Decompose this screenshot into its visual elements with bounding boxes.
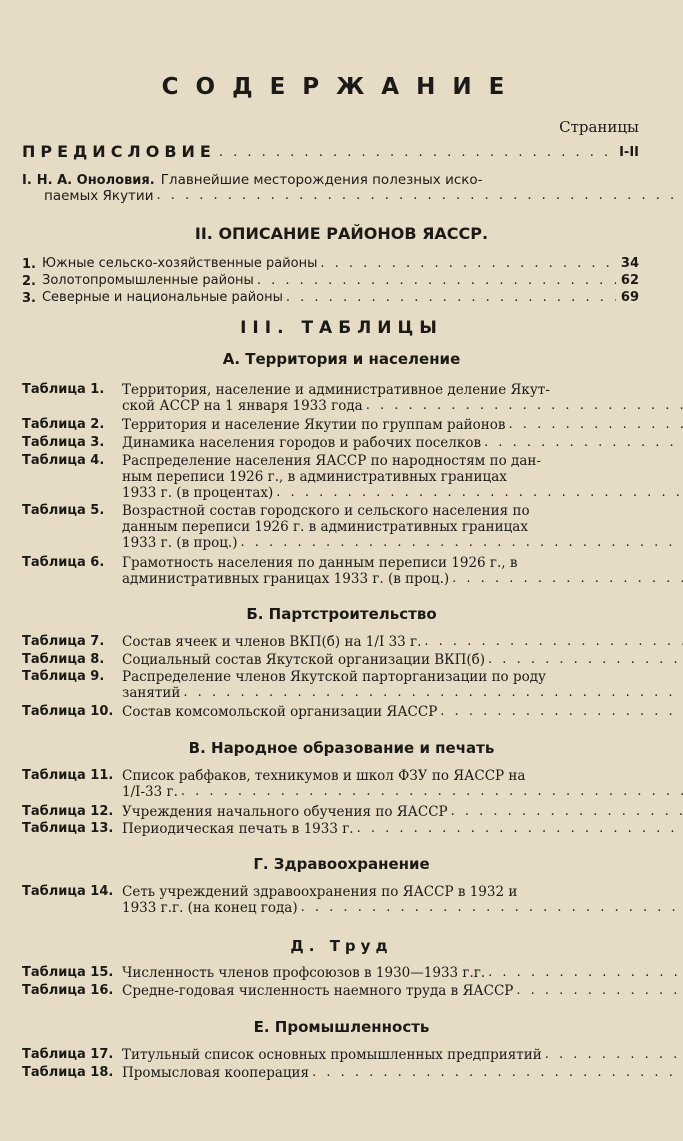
entry-line — [122, 784, 683, 800]
leader-dots — [451, 804, 683, 820]
leader-dots — [240, 535, 683, 551]
leader-dots — [257, 273, 616, 289]
entry-title-line: 1933 г. (в проц.) — [122, 535, 238, 551]
entry-number: 1. — [22, 257, 36, 272]
entry-line — [122, 485, 683, 501]
leader-dots — [312, 1065, 683, 1081]
page-number: 34 — [620, 256, 639, 271]
toc-entry-table[interactable] — [22, 382, 639, 414]
leader-dots — [484, 435, 683, 451]
section-heading: Е. Промышленность — [253, 1018, 430, 1036]
entry-title-line: административных границах 1933 г. (в проц.) — [122, 571, 450, 587]
leader-dots — [440, 704, 683, 720]
entry-line — [122, 453, 683, 469]
entry-line — [122, 804, 683, 820]
pages-column-label: Страницы — [559, 118, 639, 136]
entry-line — [122, 571, 683, 587]
leader-dots — [276, 485, 683, 501]
leader-dots — [488, 652, 683, 668]
entry-line — [122, 1047, 683, 1063]
entry-body — [122, 555, 683, 587]
entry-title-line: 1/I-33 г. — [122, 784, 178, 800]
entry-number: 3. — [22, 291, 36, 306]
section-heading: Б. Партстроительство — [246, 605, 437, 623]
toc-entry-table[interactable] — [22, 965, 639, 981]
page-title: СОДЕРЖАНИЕ — [161, 74, 522, 100]
leader-dots — [357, 821, 683, 837]
table-label: Таблица 18. — [22, 1065, 114, 1080]
entry-body — [122, 382, 683, 414]
entry-title-line: Средне-годовая численность наемного труда в ЯАССР — [122, 983, 514, 999]
table-label: Таблица 5. — [22, 503, 105, 518]
entry-title-line: ской АССР на 1 января 1933 года — [122, 398, 363, 414]
toc-entry-table[interactable] — [22, 417, 639, 433]
toc-entry-part1[interactable] — [22, 172, 639, 204]
entry-title-line: Социальный состав Якутской организации ВКП(б) — [122, 652, 486, 668]
table-label: Таблица 2. — [22, 417, 105, 432]
section-heading: В. Народное образование и печать — [188, 739, 495, 757]
part2-heading: II. ОПИСАНИЕ РАЙОНОВ ЯАССР. — [194, 224, 489, 243]
leader-dots — [219, 145, 616, 161]
page-number: 62 — [620, 273, 639, 288]
entry-body — [122, 768, 683, 800]
entry-line — [122, 669, 683, 685]
entry-line — [122, 535, 683, 551]
section-heading: А. Территория и население — [222, 350, 461, 368]
entry-title-line: Периодическая печать в 1933 г. — [122, 821, 354, 837]
page-number: I-II — [619, 145, 639, 160]
entry-title: Золотопромышленные районы — [41, 273, 254, 288]
table-label: Таблица 9. — [22, 669, 105, 684]
entry-line — [122, 435, 683, 451]
entry-line — [122, 519, 683, 535]
toc-entry-table[interactable] — [22, 435, 639, 451]
leader-dots — [488, 965, 683, 981]
toc-entry-district[interactable] — [22, 290, 639, 306]
toc-entry-district[interactable] — [22, 273, 639, 289]
entry-title-line: Состав ячеек и членов ВКП(б) на 1/I 33 г. — [122, 634, 422, 650]
entry-body — [122, 983, 683, 999]
toc-entry-table[interactable] — [22, 634, 639, 650]
entry-body — [122, 503, 683, 551]
toc-entry-table[interactable] — [22, 503, 639, 551]
entry-title-line: Территория и население Якутии по группам районов — [122, 417, 506, 433]
entry-body — [122, 965, 683, 981]
entry-body — [122, 821, 683, 837]
entry-body — [122, 669, 683, 701]
entry-line — [122, 900, 683, 916]
entry-title-line: Территория, население и административное деление Якут- — [122, 382, 550, 398]
entry-line — [122, 704, 683, 720]
table-label: Таблица 3. — [22, 435, 105, 450]
entry-title-line: Титульный список основных промышленных предприятий — [122, 1047, 542, 1063]
entry-title-line: Список рабфаков, техникумов и школ ФЗУ по ЯАССР на — [122, 768, 526, 784]
entry-body — [122, 634, 683, 650]
toc-entry-table[interactable] — [22, 768, 639, 800]
entry-body — [122, 884, 683, 916]
leader-dots — [320, 256, 616, 272]
entry-body — [122, 1065, 683, 1081]
entry-body — [122, 1047, 683, 1063]
entry-title-line: Состав комсомольской организации ЯАССР — [122, 704, 438, 720]
table-label: Таблица 7. — [22, 634, 105, 649]
entry-title-line: Численность членов профсоюзов в 1930—1933 г.г. — [122, 965, 486, 981]
table-label: Таблица 6. — [22, 555, 105, 570]
entry-title-line: Распределение членов Якутской парторганизации по роду — [122, 669, 547, 685]
table-label: Таблица 13. — [22, 821, 114, 836]
entry-line — [122, 1065, 683, 1081]
part3-heading: III. ТАБЛИЦЫ — [240, 318, 443, 338]
table-label: Таблица 15. — [22, 965, 114, 980]
leader-dots — [424, 634, 683, 650]
entry-body — [122, 652, 683, 668]
leader-dots — [516, 983, 683, 999]
preface-label: ПРЕДИСЛОВИЕ — [22, 142, 216, 161]
leader-dots — [156, 188, 683, 204]
leader-dots — [286, 290, 616, 306]
table-label: Таблица 4. — [22, 453, 105, 468]
part1-title-line2: паемых Якутии — [44, 188, 154, 204]
leader-dots — [545, 1047, 683, 1063]
toc-entry-table[interactable] — [22, 555, 639, 587]
toc-entry-table[interactable] — [22, 884, 639, 916]
toc-entry-table[interactable] — [22, 669, 639, 701]
table-label: Таблица 8. — [22, 652, 105, 667]
toc-entry-table[interactable] — [22, 804, 639, 820]
entry-line — [122, 417, 683, 433]
table-label: Таблица 14. — [22, 884, 114, 899]
entry-line — [122, 983, 683, 999]
entry-title-line: 1933 г.г. (на конец года) — [122, 900, 298, 916]
entry-line — [122, 503, 683, 519]
leader-dots — [301, 900, 683, 916]
entry-line — [122, 398, 683, 414]
toc-entry-table[interactable] — [22, 821, 639, 837]
entry-title-line: Возрастной состав городского и сельского населения по — [122, 503, 530, 519]
leader-dots — [181, 784, 683, 800]
table-label: Таблица 12. — [22, 804, 114, 819]
section-heading: Д. Труд — [290, 937, 393, 955]
toc-entry-table[interactable] — [22, 983, 639, 999]
entry-body — [122, 453, 683, 501]
entry-body — [122, 417, 683, 433]
toc-entry-table[interactable] — [22, 1065, 639, 1081]
entry-title-line: Учреждения начального обучения по ЯАССР — [122, 804, 448, 820]
toc-entry-table[interactable] — [22, 652, 639, 668]
entry-line — [122, 555, 683, 571]
toc-entry-table[interactable] — [22, 704, 639, 720]
entry-title-line: ным переписи 1926 г., в административных границах — [122, 469, 507, 485]
entry-body — [122, 804, 683, 820]
part1-title-line1: Главнейшие месторождения полезных иско- — [160, 172, 483, 188]
toc-entry-preface[interactable] — [22, 142, 639, 161]
toc-entry-district[interactable] — [22, 256, 639, 272]
table-label: Таблица 1. — [22, 382, 105, 397]
section-heading: Г. Здравоохранение — [253, 855, 430, 873]
entry-title-line: Промысловая кооперация — [122, 1065, 310, 1081]
entry-title: Северные и национальные районы — [41, 290, 283, 305]
entry-body — [122, 704, 683, 720]
entry-title-line: Грамотность населения по данным переписи 1926 г., в — [122, 555, 518, 571]
table-label: Таблица 17. — [22, 1047, 114, 1062]
leader-dots — [183, 685, 683, 701]
entry-title-line: 1933 г. (в процентах) — [122, 485, 274, 501]
toc-entry-table[interactable] — [22, 453, 639, 501]
toc-entry-table[interactable] — [22, 1047, 639, 1063]
entry-title-line: занятий — [122, 685, 181, 701]
part1-number: I. — [22, 173, 32, 188]
leader-dots — [452, 571, 683, 587]
table-label: Таблица 11. — [22, 768, 114, 783]
entry-line — [122, 884, 683, 900]
entry-title-line: Распределение населения ЯАССР по народностям по дан- — [122, 453, 541, 469]
entry-title-line: данным переписи 1926 г. в административных границах — [122, 519, 528, 535]
entry-line — [122, 469, 683, 485]
entry-title-line: Динамика населения городов и рабочих поселков — [122, 435, 482, 451]
leader-dots — [509, 417, 683, 433]
table-label: Таблица 16. — [22, 983, 114, 998]
entry-line — [122, 652, 683, 668]
entry-line — [122, 634, 683, 650]
entry-number: 2. — [22, 274, 36, 289]
page-number: 69 — [620, 290, 639, 305]
entry-line — [122, 685, 683, 701]
part1-author: Н. А. Оноловия. — [36, 173, 155, 188]
table-label: Таблица 10. — [22, 704, 114, 719]
entry-line — [122, 821, 683, 837]
entry-title: Южные сельско-хозяйственные районы — [41, 256, 318, 271]
leader-dots — [366, 398, 683, 414]
entry-line — [122, 382, 683, 398]
entry-line — [122, 965, 683, 981]
entry-line — [122, 768, 683, 784]
entry-title-line: Сеть учреждений здравоохранения по ЯАССР в 1932 и — [122, 884, 518, 900]
entry-body — [122, 435, 683, 451]
